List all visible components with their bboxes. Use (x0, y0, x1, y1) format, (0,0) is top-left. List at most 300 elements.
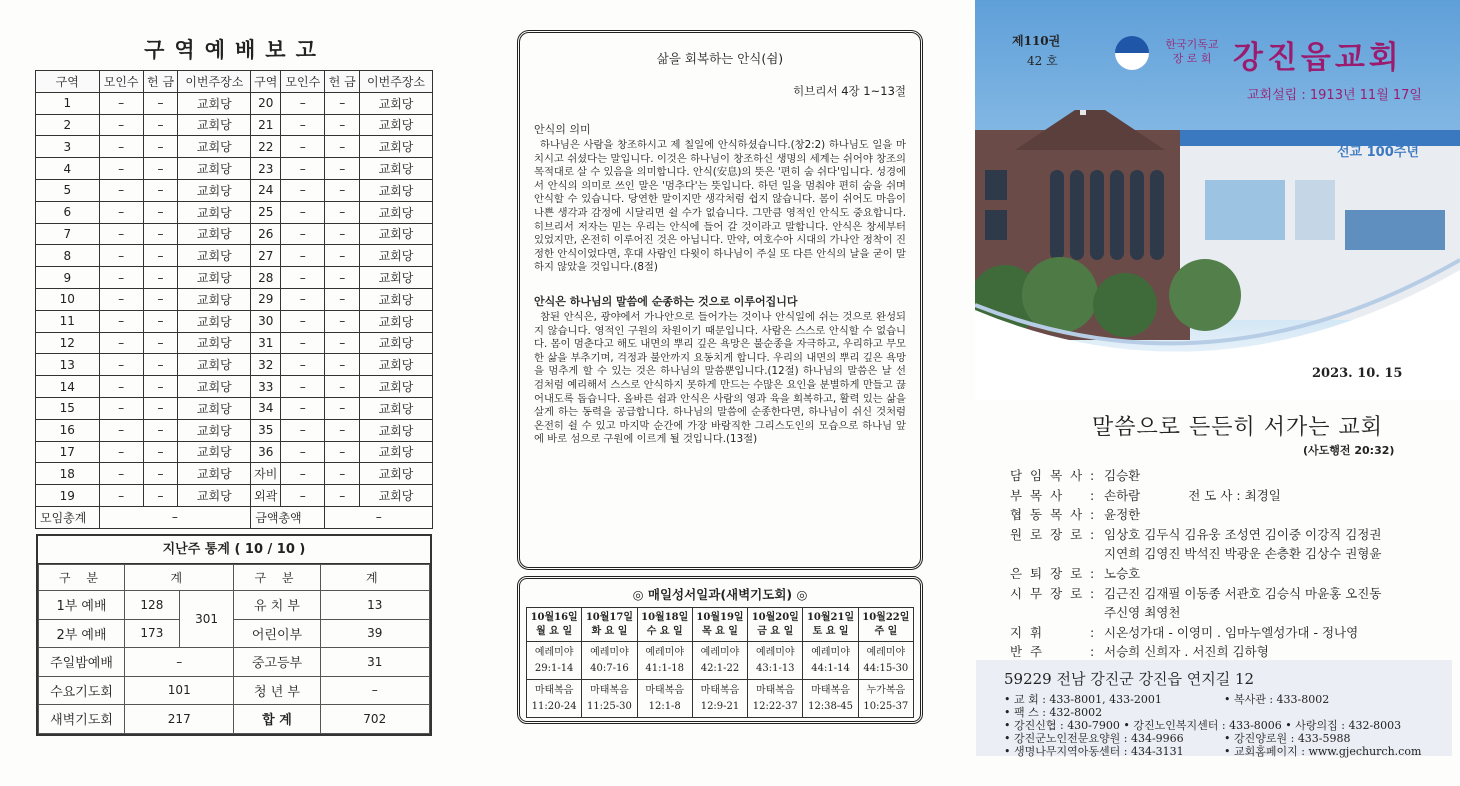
bible-reading-2 (637, 680, 692, 718)
bible-verses: 11:20-24 (531, 700, 577, 712)
report-cell: 18 (36, 463, 100, 485)
bible-verses: 40:7-16 (590, 662, 629, 674)
bible-book: 예레미야 (755, 646, 795, 658)
report-cell: 29 (251, 288, 281, 310)
cover-section (975, 0, 1460, 400)
report-row (36, 179, 433, 201)
report-cell: – (281, 179, 325, 201)
report-cell: 9 (36, 267, 100, 289)
report-cell: 27 (251, 245, 281, 267)
report-cell: – (143, 441, 178, 463)
contact-line (1004, 693, 1424, 706)
report-cell: – (281, 288, 325, 310)
staff-names (1104, 603, 1450, 623)
staff-name-value: 노승호 (1104, 565, 1141, 581)
district-report-table (35, 70, 433, 529)
report-cell: 26 (251, 223, 281, 245)
report-cell: 교회당 (178, 92, 251, 114)
report-cell: 교회당 (360, 223, 433, 245)
report-cell: – (281, 332, 325, 354)
report-cell: 교회당 (178, 201, 251, 223)
staff-row (1010, 623, 1450, 643)
report-row (36, 223, 433, 245)
report-cell: – (143, 332, 178, 354)
report-cell: – (281, 201, 325, 223)
stats-value-2: 31 (320, 648, 430, 677)
report-cell: – (325, 136, 360, 158)
contact-item: • 강진신협 : 430-7900 • 강진노인복지센터 : 433-8006 • 사랑의집 : 432-8003 (1004, 719, 1402, 732)
stats-value: 128 (125, 591, 180, 620)
report-cell: 교회당 (360, 267, 433, 289)
report-cell: – (325, 223, 360, 245)
report-cell: – (325, 441, 360, 463)
staff-names (1104, 623, 1450, 643)
report-cell: – (99, 223, 143, 245)
report-row (36, 288, 433, 310)
staff-colon (1090, 603, 1104, 623)
staff-names (1104, 642, 1450, 662)
offering-value: – (325, 506, 433, 528)
report-cell: – (143, 288, 178, 310)
stats-label-2: 합 계 (234, 705, 320, 734)
report-cell: 5 (36, 179, 100, 201)
section1-heading: 안식의 의미 (534, 123, 591, 136)
report-cell: 교회당 (360, 310, 433, 332)
report-cell: 22 (251, 136, 281, 158)
bible-verses: 12:22-37 (752, 700, 798, 712)
bible-day-header (637, 608, 692, 642)
bible-book: 마태복음 (590, 684, 629, 696)
report-cell: – (143, 201, 178, 223)
denomination-line1: 한국기독교 (1165, 38, 1219, 51)
report-header-cell: 헌 금 (325, 71, 360, 93)
report-cell: 교회당 (178, 419, 251, 441)
report-cell: 교회당 (360, 485, 433, 507)
report-cell: – (281, 267, 325, 289)
report-cell: – (325, 397, 360, 419)
report-cell: 24 (251, 179, 281, 201)
report-cell: – (325, 245, 360, 267)
sermon-title: 삶을 회복하는 안식(쉼) (656, 51, 784, 66)
report-row (36, 332, 433, 354)
report-cell: – (325, 376, 360, 398)
contact-line (1004, 706, 1424, 719)
report-cell: – (281, 419, 325, 441)
report-cell: – (143, 136, 178, 158)
contact-line (1004, 732, 1424, 745)
report-cell: 30 (251, 310, 281, 332)
report-cell: – (281, 376, 325, 398)
report-row (36, 354, 433, 376)
report-cell: 교회당 (178, 463, 251, 485)
report-cell: 6 (36, 201, 100, 223)
report-cell: – (143, 245, 178, 267)
staff-title (1010, 603, 1090, 623)
report-cell: – (143, 397, 178, 419)
report-cell: 교회당 (360, 114, 433, 136)
report-cell: 34 (251, 397, 281, 419)
report-cell: – (143, 114, 178, 136)
report-cell: – (325, 310, 360, 332)
report-cell: – (281, 463, 325, 485)
report-cell: 2 (36, 114, 100, 136)
bible-reading-table (526, 607, 914, 718)
section2-text: 참된 안식은, 광야에서 가나안으로 들어가는 것이나 안식일에 쉬는 것으로 완성되지 않습니다. 영적인 구원의 차원이기 때문입니다. 사람은 스스로 안식할 수 없습니다. 몸이 멈춘다고 해도 내면의 뿌리 깊은 욕망은 불순종을 자극하고, 우리하고 무모한 삶을 부추기며, 걱정과 불안까지 요동치게 합니다. 우리의 내면의 뿌리 깊은 욕망을 멈추게 할 수 있는 것은 하나님의 말씀뿐입니다.(12절) 하나님의 말씀은 날 선 검처럼 예리해서 스스로 안식하지 못하게 만드는 수많은 요인을 분별하게 만들고 끊어내도록 돕습니다. 올바른 쉼과 안식은 사람의 영과 육을 회복하고, 활력 있는 삶을 살게 하는 동력을 공급합니다. 하나님의 말씀에 순종한다면, 하나님이 쉬신 것처럼 온전히 쉴 수 있고 마지막 순간에 가장 바람직한 그리스도인의 모습으로 하나님 앞에 바로 섬으로 구원에 이르게 될 것입니다.(13절) (534, 310, 906, 446)
volume-label: 제110권 (1012, 34, 1061, 48)
stats-label: 1부 예배 (39, 591, 125, 620)
bible-reading-2 (582, 680, 637, 718)
report-row (36, 92, 433, 114)
bible-verses: 29:1-14 (534, 662, 574, 674)
report-row (36, 114, 433, 136)
report-cell: 7 (36, 223, 100, 245)
church-logo-icon (1115, 36, 1149, 70)
stats-header-cell: 구 분 (39, 565, 125, 591)
stats-row (39, 591, 430, 620)
church-name: 강진읍교회 (1233, 40, 1403, 76)
report-cell: 교회당 (360, 136, 433, 158)
report-cell: – (281, 114, 325, 136)
report-cell: 교회당 (178, 288, 251, 310)
report-cell: 교회당 (178, 376, 251, 398)
sunday-total: 301 (179, 591, 234, 648)
report-cell: – (99, 245, 143, 267)
report-cell: 13 (36, 354, 100, 376)
staff-row (1010, 603, 1450, 623)
report-cell: 19 (36, 485, 100, 507)
bible-verses: 12:38-45 (808, 700, 853, 712)
bible-date: 10월16일 (530, 611, 578, 623)
staff-name-value: 지연희 김영진 박석진 박광운 손층환 김상수 권형윤 (1104, 546, 1382, 562)
staff-title: 은 퇴 장 로 (1010, 565, 1085, 581)
report-cell: 교회당 (360, 419, 433, 441)
report-cell: 23 (251, 158, 281, 180)
staff-colon: : (1090, 468, 1095, 483)
report-cell: – (281, 92, 325, 114)
report-cell: 32 (251, 354, 281, 376)
bible-weekday: 화 요 일 (591, 625, 628, 637)
bible-reading-1 (858, 642, 913, 680)
report-cell: 교회당 (178, 179, 251, 201)
report-cell: 교회당 (178, 354, 251, 376)
report-cell: 교회당 (360, 179, 433, 201)
report-cell: – (281, 441, 325, 463)
bible-verses: 44:1-14 (811, 662, 850, 674)
report-cell: 교회당 (360, 397, 433, 419)
report-cell: 교회당 (360, 463, 433, 485)
bible-date: 10월20일 (751, 611, 799, 623)
stats-value: – (125, 648, 234, 677)
report-cell: 교회당 (178, 485, 251, 507)
staff-colon (1090, 544, 1104, 564)
report-cell: – (325, 267, 360, 289)
report-cell: – (281, 223, 325, 245)
bible-day-header (692, 608, 747, 642)
report-cell: – (281, 158, 325, 180)
report-cell: – (143, 179, 178, 201)
report-cell: – (325, 179, 360, 201)
bible-header-row (527, 608, 914, 642)
report-cell: – (143, 485, 178, 507)
staff-title: 담 임 목 사 (1010, 468, 1085, 483)
report-cell: – (143, 158, 178, 180)
report-cell: 10 (36, 288, 100, 310)
report-cell: – (99, 114, 143, 136)
report-cell: – (325, 92, 360, 114)
church-motto: 말씀으로 든든히 서가는 교회 (1092, 415, 1384, 440)
stats-label: 새벽기도회 (39, 705, 125, 734)
church-address: 59229 전남 강진군 강진읍 연지길 12 (1004, 670, 1255, 688)
staff-colon: : (1090, 565, 1095, 581)
bible-verses: 12:9-21 (700, 700, 740, 712)
report-cell: 14 (36, 376, 100, 398)
report-header-cell: 헌 금 (143, 71, 178, 93)
report-cell: 교회당 (360, 245, 433, 267)
bible-weekday: 수 요 일 (646, 625, 683, 637)
bible-weekday: 월 요 일 (536, 625, 573, 637)
staff-row (1010, 486, 1450, 506)
stats-table (38, 564, 430, 734)
daily-bible-reading (517, 576, 923, 724)
staff-title: 부 목 사 (1010, 487, 1065, 503)
stats-header-cell: 계 (320, 565, 430, 591)
bible-day-header (858, 608, 913, 642)
bible-date: 10월22일 (862, 611, 910, 623)
staff-colon: : (1090, 526, 1095, 542)
contact-item: • 팩 스 : 432-8002 (1004, 706, 1103, 719)
report-cell: – (143, 463, 178, 485)
report-cell: 교회당 (178, 158, 251, 180)
bible-reading-2 (803, 680, 858, 718)
report-row (36, 136, 433, 158)
total-value: – (99, 506, 251, 528)
staff-name-value: 윤정한 (1104, 507, 1141, 523)
bible-book: 마태복음 (755, 684, 795, 696)
bible-reading-1 (748, 642, 803, 680)
contact-line (1004, 719, 1424, 732)
bible-book: 예레미야 (700, 646, 740, 658)
contact-item: • 교 회 : 433-8001, 433-2001 (1004, 693, 1162, 706)
report-row (36, 310, 433, 332)
bible-reading-2 (748, 680, 803, 718)
bible-book: 예레미야 (866, 646, 906, 658)
stats-value-2: 13 (320, 591, 430, 620)
report-cell: 교회당 (360, 354, 433, 376)
staff-names (1104, 505, 1450, 525)
staff-row (1010, 466, 1450, 486)
report-cell: – (143, 267, 178, 289)
bible-book: 마태복음 (700, 684, 740, 696)
bible-verses: 41:1-18 (645, 662, 684, 674)
bible-book: 누가복음 (866, 684, 906, 696)
report-cell: – (281, 485, 325, 507)
last-week-stats (36, 534, 432, 736)
bible-date: 10월17일 (585, 611, 633, 623)
report-cell: 교회당 (178, 245, 251, 267)
address-box (976, 660, 1452, 756)
bible-book: 마태복음 (645, 684, 685, 696)
church-building-photo (975, 110, 1460, 400)
staff-names (1104, 544, 1450, 564)
report-cell: 36 (251, 441, 281, 463)
report-cell: – (99, 397, 143, 419)
bible-date: 10월18일 (641, 611, 689, 623)
stats-value-2: 39 (320, 619, 430, 648)
staff-name-value: 서승희 신희자 . 서진희 김하형 (1104, 644, 1269, 660)
report-cell: 20 (251, 92, 281, 114)
stats-header-cell: 구 분 (234, 565, 320, 591)
motto-verse: (사도행전 20:32) (1303, 444, 1395, 457)
report-cell: 21 (251, 114, 281, 136)
report-cell: 교회당 (360, 201, 433, 223)
report-cell: 교회당 (178, 136, 251, 158)
bible-verses: 12:1-8 (648, 700, 681, 712)
staff-colon: : (1090, 624, 1095, 640)
report-row (36, 397, 433, 419)
bible-weekday: 토 요 일 (812, 625, 849, 637)
bible-book: 예레미야 (534, 646, 574, 658)
staff-name-value: 김승환 (1104, 468, 1141, 483)
staff-names (1104, 466, 1450, 486)
report-cell: – (99, 92, 143, 114)
bible-row-1 (527, 642, 914, 680)
report-row (36, 267, 433, 289)
report-cell: 35 (251, 419, 281, 441)
staff-name-value: 주신영 최영천 (1104, 605, 1181, 621)
staff-name-value: 손하람 (1104, 487, 1141, 503)
report-cell: 8 (36, 245, 100, 267)
contact-item: • 교회홈페이지 : www.gjechurch.com (1224, 745, 1422, 758)
report-header-row (36, 71, 433, 93)
staff-names (1104, 564, 1450, 584)
section2-heading: 안식은 하나님의 말씀에 순종하는 것으로 이루어집니다 (534, 294, 798, 308)
report-cell: 3 (36, 136, 100, 158)
report-cell: 28 (251, 267, 281, 289)
report-row (36, 376, 433, 398)
bible-book: 마태복음 (534, 684, 574, 696)
report-cell: 15 (36, 397, 100, 419)
report-cell: 교회당 (360, 158, 433, 180)
report-cell: – (99, 332, 143, 354)
stats-value-2: – (320, 676, 430, 705)
staff-row (1010, 584, 1450, 604)
report-cell: – (99, 485, 143, 507)
report-cell: – (99, 376, 143, 398)
bible-verses: 43:1-13 (755, 662, 795, 674)
report-cell: 외곽 (251, 485, 281, 507)
report-cell: 16 (36, 419, 100, 441)
report-cell: – (325, 332, 360, 354)
report-cell: 교회당 (178, 223, 251, 245)
staff-name-value: 김근진 김재필 이동종 서관호 김승식 마윤홍 오진동 (1104, 585, 1382, 601)
report-cell: – (143, 419, 178, 441)
stats-value-2: 702 (320, 705, 430, 734)
report-cell: – (143, 310, 178, 332)
staff-names (1104, 486, 1450, 506)
bible-book: 예레미야 (645, 646, 685, 658)
bible-weekday: 주 일 (874, 625, 898, 637)
stats-label-2: 청 년 부 (234, 676, 320, 705)
report-header-cell: 이번주장소 (178, 71, 251, 93)
stats-label: 수요기도회 (39, 676, 125, 705)
section1-text: 하나님은 사람을 창조하시고 제 칠일에 안식하셨습니다.(창2:2) 하나님도 일을 마치시고 쉬셨다는 말입니다. 이것은 하나님이 창조하신 생명의 세계는 쉬어야 창조의 목적대로 살 수 있음을 의미합니다. 안식(安息)의 뜻은 '편히 숨 쉬다'입니다. 성경에서 안식의 의미로 쓰인 말은 '멈추다'는 뜻입니다. 하던 일을 멈춰야 편히 숨을 쉬며 안식할 수 있습니다. 당연한 말이지만 생각처럼 쉽지 않습니다. 몸이 쉬어도 마음이 나쁜 생각과 감정에 시달리면 쉴 수가 없습니다. 그만큼 영적인 안식도 중요합니다. 히브리서 저자는 믿는 우리는 안식에 들어 갈 것이라고 말합니다. 안식은 창세부터 있었지만, 온전히 이루어진 것은 아닙니다. 만약, 여호수아 시대의 가나안 정착이 진정한 안식이었다면, 후대 사람인 다윗이 하나님이 주실 또 다른 안식의 날을 굳이 말하지 않았을 것입니다.(8절) (534, 139, 906, 274)
report-cell: 자비 (251, 463, 281, 485)
staff-title: 지 휘 (1010, 624, 1045, 640)
stats-row (39, 648, 430, 677)
report-cell: – (281, 136, 325, 158)
stats-value: 173 (125, 619, 180, 648)
report-cell: – (99, 136, 143, 158)
report-cell: – (99, 158, 143, 180)
report-cell: – (325, 288, 360, 310)
report-cell: – (281, 310, 325, 332)
report-cell: 교회당 (178, 310, 251, 332)
report-header-cell: 구역 (36, 71, 100, 93)
report-cell: 교회당 (360, 92, 433, 114)
stats-row (39, 619, 430, 648)
bible-date: 10월19일 (696, 611, 744, 623)
report-cell: 교회당 (360, 288, 433, 310)
report-header-cell: 모인수 (281, 71, 325, 93)
report-cell: – (325, 485, 360, 507)
bible-date: 10월21일 (806, 611, 855, 623)
staff-names (1104, 584, 1450, 604)
staff-title: 시 무 장 로 (1010, 585, 1085, 601)
report-cell: – (99, 419, 143, 441)
stats-value: 101 (125, 676, 234, 705)
report-row (36, 441, 433, 463)
bible-book: 예레미야 (590, 646, 629, 658)
report-cell: – (99, 463, 143, 485)
bible-day-header (748, 608, 803, 642)
sermon-reference: 히브리서 4장 1~13절 (793, 84, 906, 98)
contact-line (1004, 745, 1424, 758)
report-cell: 교회당 (360, 332, 433, 354)
report-cell: 교회당 (178, 397, 251, 419)
report-cell: – (143, 376, 178, 398)
contact-item: • 복사관 : 433-8002 (1224, 693, 1330, 706)
report-row (36, 245, 433, 267)
staff-name-value: 임상호 김두식 김유웅 조성연 김이중 이강직 김정권 (1104, 526, 1382, 542)
report-cell: 교회당 (360, 376, 433, 398)
stats-header-row (39, 565, 430, 591)
stats-label-2: 중고등부 (234, 648, 320, 677)
bible-verses: 11:25-30 (586, 700, 632, 712)
report-cell: – (143, 92, 178, 114)
report-cell: – (325, 354, 360, 376)
report-cell: – (143, 354, 178, 376)
stats-label: 2부 예배 (39, 619, 125, 648)
report-cell: – (325, 201, 360, 223)
report-cell: – (325, 158, 360, 180)
denomination-line2: 장 로 회 (1172, 52, 1212, 65)
report-cell: – (99, 179, 143, 201)
district-report-section (35, 34, 435, 529)
report-cell: 교회당 (178, 332, 251, 354)
contact-item: • 강진양로원 : 433-5988 (1224, 732, 1351, 745)
contact-item: • 강진군노인전문요양원 : 434-9966 (1004, 732, 1184, 745)
bible-day-header (582, 608, 637, 642)
staff-extra: 전 도 사 : 최경일 (1188, 487, 1281, 503)
report-cell: – (325, 419, 360, 441)
report-cell: 17 (36, 441, 100, 463)
sermon-box (517, 30, 923, 570)
staff-row (1010, 642, 1450, 662)
bible-day-header (803, 608, 858, 642)
report-cell: 12 (36, 332, 100, 354)
issue-label: 42 호 (1027, 54, 1058, 68)
report-cell: – (281, 245, 325, 267)
